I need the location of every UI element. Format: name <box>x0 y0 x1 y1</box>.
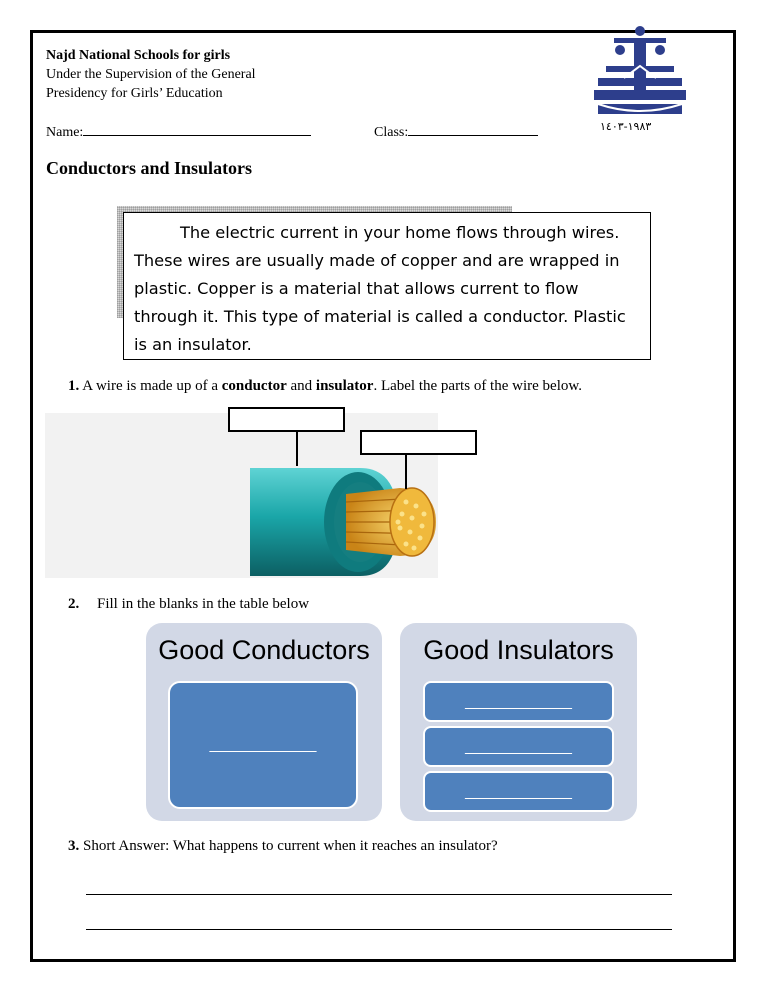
insulator-answer-box-2[interactable] <box>423 726 614 767</box>
name-blank-line <box>83 121 311 136</box>
question-1-text-before: A wire is made up of a <box>82 378 218 394</box>
good-conductors-title: Good Conductors <box>158 635 370 665</box>
class-field[interactable] <box>374 121 538 142</box>
logo-emblem-icon <box>584 22 694 136</box>
question-3 <box>68 838 498 855</box>
question-2-text: Fill in the blanks in the table below <box>97 596 310 612</box>
insulator-pointer-line <box>296 432 298 466</box>
name-label: Name: <box>46 125 84 140</box>
supervision-line-2: Presidency for Girls’ Education <box>46 86 223 101</box>
good-insulators-panel <box>400 623 637 821</box>
question-2 <box>68 596 309 613</box>
insulator-answer-box-3[interactable] <box>423 771 614 812</box>
conductor-label-box[interactable] <box>360 430 477 455</box>
good-insulators-title: Good Insulators <box>423 635 614 665</box>
question-3-text: Short Answer: What happens to current when it reaches an insulator? <box>83 838 498 854</box>
conductor-answer-box[interactable] <box>168 681 358 809</box>
passage-text: The electric current in your home flows through wires. These wires are usually made of copper and are wrapped in plastic. Copper is a material that allows current to flow through it. This type of material is called a conductor. Plastic is an insulator. <box>134 223 626 354</box>
insulator-label-box[interactable] <box>228 407 345 432</box>
conductor-blank: ____________ <box>209 736 317 753</box>
insulator-blank-2: ____________ <box>465 737 572 755</box>
insulator-answer-box-1[interactable] <box>423 681 614 722</box>
class-label: Class: <box>374 125 409 140</box>
name-field[interactable] <box>46 121 311 142</box>
reading-passage <box>123 212 651 360</box>
page-title: Conductors and Insulators <box>46 158 253 178</box>
good-conductors-panel <box>146 623 382 821</box>
school-logo <box>584 22 694 136</box>
logo-years: ١٩٨٣-١٤٠٣ <box>600 120 652 133</box>
wire-cable-icon <box>250 466 440 578</box>
question-1-and: and <box>290 378 313 394</box>
answer-line-2[interactable] <box>86 929 672 930</box>
conductor-pointer-line <box>405 455 407 489</box>
answer-line-1[interactable] <box>86 894 672 895</box>
question-3-number: 3. <box>68 838 80 854</box>
school-name: Najd National Schools for girls <box>46 48 231 63</box>
class-blank-line <box>408 121 538 136</box>
question-1-text-after: . Label the parts of the wire below. <box>373 378 582 394</box>
question-2-number: 2. <box>68 596 80 612</box>
question-1-term-insulator: insulator <box>315 378 374 394</box>
question-1 <box>68 378 582 395</box>
supervision-line-1: Under the Supervision of the General <box>46 67 256 82</box>
wire-illustration <box>250 466 440 578</box>
insulator-blank-3: ____________ <box>465 782 572 800</box>
insulator-blank-1: ____________ <box>465 692 572 710</box>
question-1-number: 1. <box>68 378 80 394</box>
question-1-term-conductor: conductor <box>221 378 287 394</box>
